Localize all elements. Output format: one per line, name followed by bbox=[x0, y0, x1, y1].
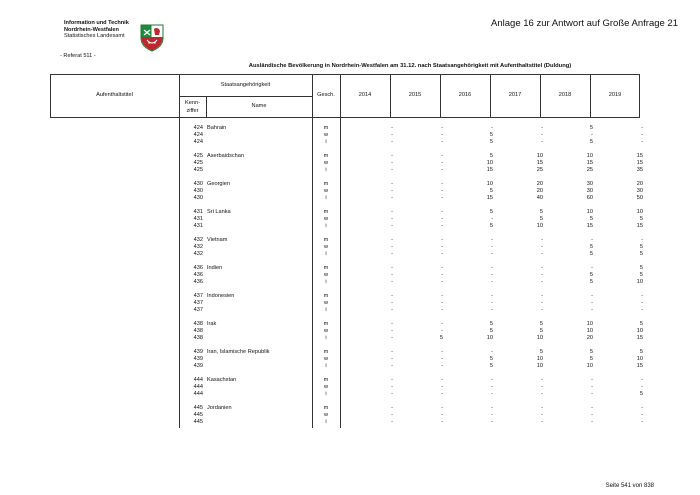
value-cell: - bbox=[441, 244, 443, 250]
header-year-2016: 2016 bbox=[458, 92, 472, 98]
kennziffer-cell: 430 bbox=[193, 195, 203, 201]
value-cell: - bbox=[441, 307, 443, 313]
header-year-2018: 2018 bbox=[558, 92, 572, 98]
kennziffer-cell: 444 bbox=[193, 377, 203, 383]
value-cell: - bbox=[391, 293, 393, 299]
value-cell: 10 bbox=[636, 279, 643, 285]
kennziffer-cell: 438 bbox=[193, 335, 203, 341]
country-name-cell: Vietnam bbox=[207, 237, 228, 243]
value-cell: 15 bbox=[586, 160, 593, 166]
geschlecht-cell: w bbox=[323, 188, 329, 194]
geschlecht-cell: m bbox=[323, 153, 329, 159]
value-cell: - bbox=[391, 384, 393, 390]
divider bbox=[340, 118, 341, 428]
value-cell: 5 bbox=[639, 321, 643, 327]
geschlecht-cell: i bbox=[325, 363, 327, 369]
value-cell: 10 bbox=[586, 363, 593, 369]
header-geschlecht: Gesch. bbox=[317, 92, 335, 98]
header-year-2017: 2017 bbox=[508, 92, 522, 98]
value-cell: 5 bbox=[589, 251, 593, 257]
value-cell: - bbox=[591, 391, 593, 397]
value-cell: - bbox=[441, 125, 443, 131]
geschlecht-cell: m bbox=[323, 293, 329, 299]
value-cell: - bbox=[541, 237, 543, 243]
value-cell: - bbox=[441, 391, 443, 397]
kennziffer-cell: 437 bbox=[193, 307, 203, 313]
value-cell: - bbox=[391, 363, 393, 369]
kennziffer-cell: 431 bbox=[193, 223, 203, 229]
value-cell: - bbox=[491, 405, 493, 411]
value-cell: 5 bbox=[589, 349, 593, 355]
value-cell: 5 bbox=[639, 391, 643, 397]
value-cell: - bbox=[541, 391, 543, 397]
value-cell: - bbox=[491, 293, 493, 299]
value-cell: 30 bbox=[586, 188, 593, 194]
value-cell: 20 bbox=[536, 181, 543, 187]
value-cell: 10 bbox=[636, 209, 643, 215]
value-cell: 5 bbox=[589, 139, 593, 145]
value-cell: - bbox=[441, 139, 443, 145]
table-title: Ausländische Bevölkerung in Nordrhein-Westfalen am 31.12. nach Staatsangehörigkeit mit Aufenthaltstitel (Duldung) bbox=[248, 63, 572, 69]
value-cell: - bbox=[441, 384, 443, 390]
geschlecht-cell: m bbox=[323, 237, 329, 243]
value-cell: - bbox=[441, 377, 443, 383]
value-cell: - bbox=[491, 272, 493, 278]
value-cell: 5 bbox=[589, 272, 593, 278]
value-cell: - bbox=[641, 405, 643, 411]
geschlecht-cell: i bbox=[325, 251, 327, 257]
value-cell: 5 bbox=[489, 139, 493, 145]
document-label: Anlage 16 zur Antwort auf Große Anfrage 21 bbox=[491, 18, 678, 29]
kennziffer-cell: 438 bbox=[193, 321, 203, 327]
value-cell: - bbox=[391, 349, 393, 355]
value-cell: 10 bbox=[586, 328, 593, 334]
geschlecht-cell: w bbox=[323, 244, 329, 250]
value-cell: - bbox=[441, 363, 443, 369]
geschlecht-cell: i bbox=[325, 167, 327, 173]
value-cell: - bbox=[541, 300, 543, 306]
value-cell: - bbox=[641, 293, 643, 299]
value-cell: 40 bbox=[536, 195, 543, 201]
kennziffer-cell: 439 bbox=[193, 356, 203, 362]
kennziffer-cell: 439 bbox=[193, 363, 203, 369]
value-cell: 5 bbox=[489, 153, 493, 159]
kennziffer-cell: 432 bbox=[193, 237, 203, 243]
kennziffer-cell: 425 bbox=[193, 160, 203, 166]
value-cell: - bbox=[641, 237, 643, 243]
value-cell: 15 bbox=[636, 160, 643, 166]
geschlecht-cell: m bbox=[323, 377, 329, 383]
value-cell: - bbox=[641, 384, 643, 390]
value-cell: - bbox=[641, 377, 643, 383]
geschlecht-cell: i bbox=[325, 419, 327, 425]
value-cell: - bbox=[541, 419, 543, 425]
value-cell: - bbox=[541, 125, 543, 131]
value-cell: 50 bbox=[636, 195, 643, 201]
value-cell: - bbox=[441, 167, 443, 173]
geschlecht-cell: w bbox=[323, 328, 329, 334]
value-cell: - bbox=[441, 328, 443, 334]
value-cell: - bbox=[391, 272, 393, 278]
header-year-2014: 2014 bbox=[358, 92, 372, 98]
referat-label: - Referat 511 - bbox=[60, 53, 96, 59]
value-cell: 5 bbox=[489, 356, 493, 362]
geschlecht-cell: w bbox=[323, 300, 329, 306]
value-cell: - bbox=[591, 384, 593, 390]
value-cell: - bbox=[541, 244, 543, 250]
org-line-2: Nordrhein-Westfalen bbox=[64, 26, 119, 33]
value-cell: - bbox=[591, 237, 593, 243]
kennziffer-cell: 444 bbox=[193, 384, 203, 390]
value-cell: 10 bbox=[536, 335, 543, 341]
value-cell: - bbox=[391, 391, 393, 397]
header-year-2019: 2019 bbox=[608, 92, 622, 98]
value-cell: 25 bbox=[586, 167, 593, 173]
value-cell: 10 bbox=[586, 153, 593, 159]
value-cell: - bbox=[491, 377, 493, 383]
value-cell: - bbox=[491, 384, 493, 390]
value-cell: 5 bbox=[639, 216, 643, 222]
value-cell: - bbox=[491, 412, 493, 418]
kennziffer-cell: 431 bbox=[193, 209, 203, 215]
value-cell: - bbox=[541, 132, 543, 138]
kennziffer-cell: 425 bbox=[193, 167, 203, 173]
value-cell: 10 bbox=[486, 181, 493, 187]
value-cell: - bbox=[441, 188, 443, 194]
value-cell: - bbox=[641, 139, 643, 145]
geschlecht-cell: m bbox=[323, 405, 329, 411]
geschlecht-cell: w bbox=[323, 384, 329, 390]
value-cell: - bbox=[541, 251, 543, 257]
value-cell: - bbox=[491, 300, 493, 306]
geschlecht-cell: w bbox=[323, 356, 329, 362]
value-cell: - bbox=[391, 405, 393, 411]
kennziffer-cell: 436 bbox=[193, 265, 203, 271]
country-name-cell: Bahrain bbox=[207, 125, 227, 131]
value-cell: - bbox=[641, 132, 643, 138]
value-cell: - bbox=[391, 195, 393, 201]
kennziffer-cell: 445 bbox=[193, 419, 203, 425]
header-kennziffer: Kenn- ziffer bbox=[185, 100, 200, 114]
value-cell: - bbox=[391, 167, 393, 173]
value-cell: - bbox=[441, 356, 443, 362]
value-cell: 5 bbox=[589, 125, 593, 131]
value-cell: 10 bbox=[636, 356, 643, 362]
country-name-cell: Georgien bbox=[207, 181, 231, 187]
value-cell: 10 bbox=[586, 321, 593, 327]
value-cell: - bbox=[441, 279, 443, 285]
nrw-coat-of-arms-icon bbox=[140, 24, 164, 52]
geschlecht-cell: w bbox=[323, 132, 329, 138]
value-cell: 20 bbox=[636, 181, 643, 187]
kennziffer-cell: 439 bbox=[193, 349, 203, 355]
value-cell: - bbox=[591, 412, 593, 418]
geschlecht-cell: m bbox=[323, 321, 329, 327]
value-cell: - bbox=[441, 153, 443, 159]
value-cell: 5 bbox=[589, 244, 593, 250]
value-cell: - bbox=[541, 279, 543, 285]
value-cell: 5 bbox=[539, 328, 543, 334]
value-cell: - bbox=[441, 251, 443, 257]
geschlecht-cell: m bbox=[323, 349, 329, 355]
kennziffer-cell: 445 bbox=[193, 412, 203, 418]
value-cell: - bbox=[491, 237, 493, 243]
geschlecht-cell: w bbox=[323, 412, 329, 418]
kennziffer-cell: 445 bbox=[193, 405, 203, 411]
value-cell: 5 bbox=[489, 328, 493, 334]
kennziffer-cell: 436 bbox=[193, 279, 203, 285]
value-cell: 10 bbox=[536, 153, 543, 159]
value-cell: - bbox=[541, 384, 543, 390]
value-cell: - bbox=[441, 265, 443, 271]
value-cell: 5 bbox=[489, 188, 493, 194]
kennziffer-cell: 424 bbox=[193, 125, 203, 131]
geschlecht-cell: m bbox=[323, 125, 329, 131]
value-cell: - bbox=[441, 223, 443, 229]
org-line-3: Statistisches Landesamt bbox=[64, 33, 125, 40]
value-cell: - bbox=[491, 265, 493, 271]
kennziffer-cell: 431 bbox=[193, 216, 203, 222]
value-cell: 5 bbox=[489, 321, 493, 327]
country-name-cell: Iran, Islamische Republik bbox=[207, 349, 270, 355]
value-cell: - bbox=[391, 300, 393, 306]
value-cell: 5 bbox=[489, 209, 493, 215]
value-cell: 5 bbox=[589, 279, 593, 285]
value-cell: - bbox=[641, 412, 643, 418]
value-cell: - bbox=[491, 349, 493, 355]
org-line-1: Information und Technik bbox=[64, 20, 129, 26]
organization-name bbox=[64, 20, 129, 40]
kennziffer-cell: 437 bbox=[193, 300, 203, 306]
kennziffer-cell: 432 bbox=[193, 251, 203, 257]
value-cell: - bbox=[591, 300, 593, 306]
value-cell: - bbox=[441, 349, 443, 355]
value-cell: - bbox=[441, 132, 443, 138]
value-cell: - bbox=[541, 377, 543, 383]
value-cell: 5 bbox=[589, 216, 593, 222]
value-cell: 5 bbox=[639, 244, 643, 250]
value-cell: - bbox=[441, 419, 443, 425]
value-cell: 60 bbox=[586, 195, 593, 201]
geschlecht-cell: i bbox=[325, 139, 327, 145]
value-cell: - bbox=[641, 307, 643, 313]
value-cell: - bbox=[391, 265, 393, 271]
value-cell: 15 bbox=[536, 160, 543, 166]
value-cell: - bbox=[391, 139, 393, 145]
value-cell: - bbox=[591, 265, 593, 271]
value-cell: - bbox=[441, 321, 443, 327]
value-cell: 5 bbox=[639, 349, 643, 355]
value-cell: 15 bbox=[636, 153, 643, 159]
value-cell: - bbox=[391, 328, 393, 334]
value-cell: - bbox=[441, 405, 443, 411]
value-cell: 35 bbox=[636, 167, 643, 173]
value-cell: 25 bbox=[536, 167, 543, 173]
header-staatsangehoerigkeit: Staatsangehörigkeit bbox=[220, 82, 271, 88]
geschlecht-cell: i bbox=[325, 335, 327, 341]
value-cell: 15 bbox=[636, 363, 643, 369]
geschlecht-cell: w bbox=[323, 216, 329, 222]
value-cell: 10 bbox=[536, 223, 543, 229]
page-number: Seite 541 von 838 bbox=[605, 483, 654, 489]
value-cell: - bbox=[641, 419, 643, 425]
value-cell: - bbox=[441, 181, 443, 187]
value-cell: - bbox=[441, 237, 443, 243]
country-name-cell: Jordanien bbox=[207, 405, 232, 411]
value-cell: 30 bbox=[636, 188, 643, 194]
value-cell: - bbox=[491, 125, 493, 131]
value-cell: - bbox=[491, 279, 493, 285]
value-cell: - bbox=[591, 307, 593, 313]
value-cell: - bbox=[391, 132, 393, 138]
kennziffer-cell: 438 bbox=[193, 328, 203, 334]
value-cell: - bbox=[591, 419, 593, 425]
country-name-cell: Aserbaidschan bbox=[207, 153, 245, 159]
value-cell: - bbox=[491, 216, 493, 222]
kennziffer-cell: 430 bbox=[193, 181, 203, 187]
value-cell: - bbox=[591, 132, 593, 138]
geschlecht-cell: m bbox=[323, 265, 329, 271]
geschlecht-cell: m bbox=[323, 181, 329, 187]
value-cell: 5 bbox=[489, 132, 493, 138]
kennziffer-cell: 430 bbox=[193, 188, 203, 194]
geschlecht-cell: i bbox=[325, 279, 327, 285]
divider bbox=[179, 118, 180, 428]
value-cell: 5 bbox=[439, 335, 443, 341]
value-cell: - bbox=[391, 251, 393, 257]
value-cell: - bbox=[541, 272, 543, 278]
value-cell: 20 bbox=[586, 335, 593, 341]
value-cell: - bbox=[391, 244, 393, 250]
value-cell: 15 bbox=[486, 195, 493, 201]
header-name: Name bbox=[251, 103, 267, 109]
value-cell: - bbox=[391, 356, 393, 362]
value-cell: 5 bbox=[539, 321, 543, 327]
value-cell: 15 bbox=[636, 223, 643, 229]
value-cell: 15 bbox=[636, 335, 643, 341]
value-cell: 5 bbox=[489, 363, 493, 369]
value-cell: - bbox=[391, 335, 393, 341]
value-cell: - bbox=[391, 216, 393, 222]
value-cell: 5 bbox=[639, 251, 643, 257]
geschlecht-cell: m bbox=[323, 209, 329, 215]
value-cell: - bbox=[441, 293, 443, 299]
value-cell: - bbox=[591, 405, 593, 411]
geschlecht-cell: i bbox=[325, 195, 327, 201]
value-cell: - bbox=[441, 216, 443, 222]
value-cell: - bbox=[541, 405, 543, 411]
value-cell: 30 bbox=[586, 181, 593, 187]
value-cell: - bbox=[441, 209, 443, 215]
value-cell: 15 bbox=[586, 223, 593, 229]
kennziffer-cell: 437 bbox=[193, 293, 203, 299]
kennziffer-cell: 424 bbox=[193, 132, 203, 138]
value-cell: - bbox=[591, 293, 593, 299]
geschlecht-cell: i bbox=[325, 391, 327, 397]
value-cell: - bbox=[441, 272, 443, 278]
header-year-2015: 2015 bbox=[408, 92, 422, 98]
value-cell: - bbox=[591, 377, 593, 383]
value-cell: 10 bbox=[536, 363, 543, 369]
value-cell: 5 bbox=[639, 265, 643, 271]
value-cell: 5 bbox=[589, 356, 593, 362]
value-cell: 5 bbox=[539, 209, 543, 215]
value-cell: - bbox=[491, 244, 493, 250]
value-cell: 15 bbox=[486, 167, 493, 173]
kennziffer-cell: 425 bbox=[193, 153, 203, 159]
value-cell: - bbox=[491, 419, 493, 425]
value-cell: 10 bbox=[486, 335, 493, 341]
divider bbox=[179, 96, 312, 97]
value-cell: - bbox=[391, 209, 393, 215]
value-cell: - bbox=[391, 160, 393, 166]
value-cell: - bbox=[641, 125, 643, 131]
value-cell: - bbox=[391, 419, 393, 425]
value-cell: - bbox=[391, 412, 393, 418]
value-cell: - bbox=[391, 181, 393, 187]
value-cell: 5 bbox=[489, 223, 493, 229]
header-aufenthaltstitel: Aufenthaltstitel bbox=[96, 92, 133, 98]
value-cell: - bbox=[391, 125, 393, 131]
kennziffer-cell: 424 bbox=[193, 139, 203, 145]
value-cell: 5 bbox=[539, 349, 543, 355]
value-cell: - bbox=[391, 237, 393, 243]
country-name-cell: Sri Lanka bbox=[207, 209, 231, 215]
value-cell: - bbox=[441, 412, 443, 418]
value-cell: - bbox=[391, 307, 393, 313]
kennziffer-cell: 444 bbox=[193, 391, 203, 397]
value-cell: - bbox=[441, 160, 443, 166]
value-cell: - bbox=[391, 188, 393, 194]
kennziffer-cell: 432 bbox=[193, 244, 203, 250]
value-cell: - bbox=[541, 265, 543, 271]
value-cell: - bbox=[491, 391, 493, 397]
value-cell: - bbox=[391, 321, 393, 327]
value-cell: - bbox=[641, 300, 643, 306]
geschlecht-cell: w bbox=[323, 272, 329, 278]
value-cell: - bbox=[541, 412, 543, 418]
value-cell: - bbox=[441, 300, 443, 306]
value-cell: - bbox=[491, 251, 493, 257]
kennziffer-cell: 436 bbox=[193, 272, 203, 278]
value-cell: - bbox=[391, 377, 393, 383]
value-cell: - bbox=[541, 139, 543, 145]
value-cell: 20 bbox=[536, 188, 543, 194]
value-cell: - bbox=[441, 195, 443, 201]
value-cell: 10 bbox=[536, 356, 543, 362]
geschlecht-cell: w bbox=[323, 160, 329, 166]
geschlecht-cell: i bbox=[325, 223, 327, 229]
country-name-cell: Irak bbox=[207, 321, 217, 327]
value-cell: 10 bbox=[486, 160, 493, 166]
geschlecht-cell: i bbox=[325, 307, 327, 313]
value-cell: - bbox=[391, 153, 393, 159]
value-cell: 10 bbox=[636, 328, 643, 334]
value-cell: - bbox=[391, 279, 393, 285]
value-cell: 5 bbox=[639, 272, 643, 278]
country-name-cell: Kasachstan bbox=[207, 377, 237, 383]
value-cell: - bbox=[491, 307, 493, 313]
value-cell: 5 bbox=[539, 216, 543, 222]
value-cell: - bbox=[541, 307, 543, 313]
value-cell: - bbox=[541, 293, 543, 299]
value-cell: - bbox=[391, 223, 393, 229]
country-name-cell: Indien bbox=[207, 265, 223, 271]
country-name-cell: Indonesien bbox=[207, 293, 235, 299]
value-cell: 10 bbox=[586, 209, 593, 215]
